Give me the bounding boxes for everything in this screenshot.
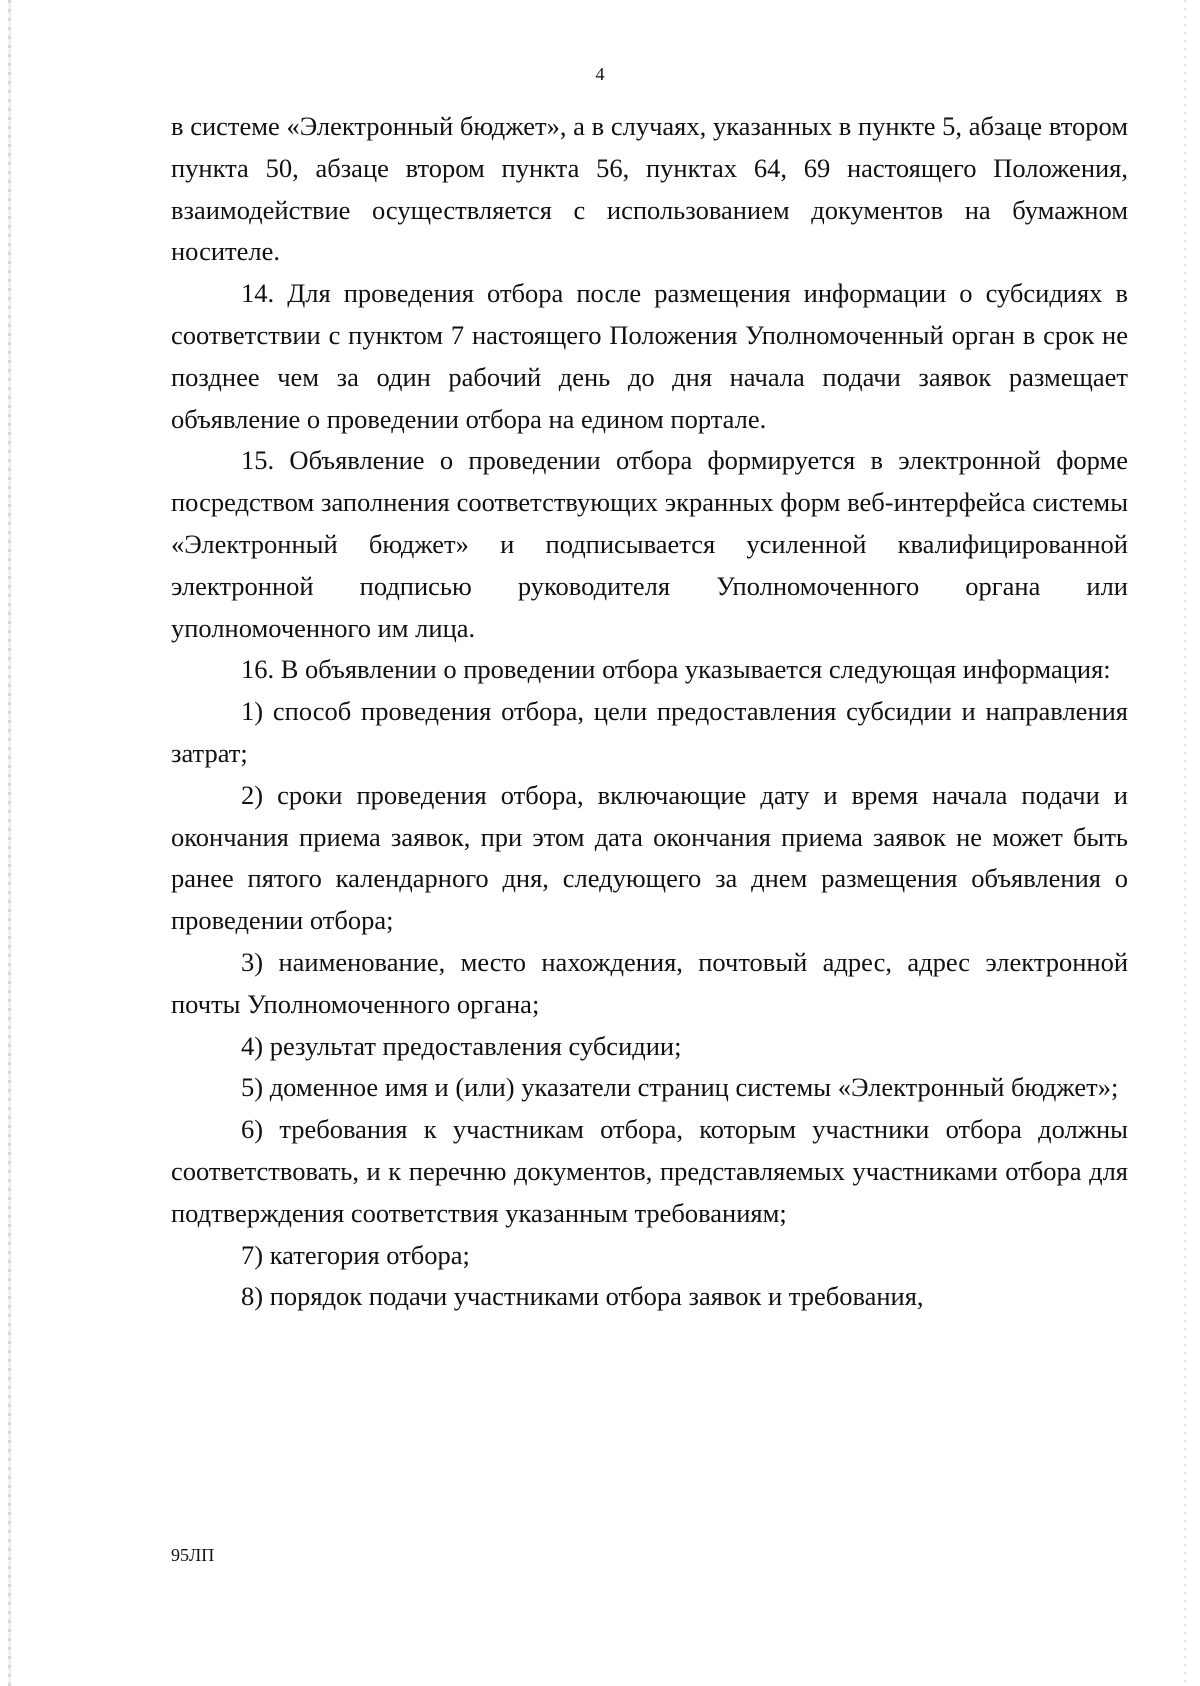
document-code: 95ЛП xyxy=(171,1545,215,1565)
list-item-8: 8) порядок подачи участниками отбора заявок и требования, xyxy=(241,1281,924,1312)
list-item-3: 3) наименование, место нахождения, почтовый адрес, адрес электронной почты Уполномоченного органа; xyxy=(171,946,1128,1019)
paragraph-item-16: 16. В объявлении о проведении отбора указывается следующая информация: xyxy=(241,654,1111,685)
scan-edge-right xyxy=(1184,0,1186,1686)
list-item-1: 1) способ проведения отбора, цели предоставления субсидии и направления затрат; xyxy=(171,696,1128,768)
scan-edge-left xyxy=(8,0,11,1686)
page-number: 4 xyxy=(595,64,605,84)
list-item-4: 4) результат предоставления субсидии; xyxy=(241,1030,682,1061)
list-item-6: 6) требования к участникам отбора, которым участники отбора должны соответствовать, и к перечню документов, представляемых участниками отбора для подтверждения соответствия указанным требованиям; xyxy=(171,1114,1128,1228)
list-item-7: 7) категория отбора; xyxy=(241,1239,470,1270)
document-body xyxy=(171,106,1128,1318)
paragraph-continuation: в системе «Электронный бюджет», а в случаях, указанных в пункте 5, абзаце втором пункта 50, абзаце втором пункта 56, пунктах 64, 69 настоящего Положения, взаимодействие осуществляется с использованием документов на бумажном носителе. xyxy=(171,111,1128,267)
paragraph-item-15: 15. Объявление о проведении отбора формируется в электронной форме посредством заполнения соответствующих экранных форм веб-интерфейса системы «Электронный бюджет» и подписывается усиленной квалифицированной электронной подписью руководителя Уполномоченного органа или уполномоченного им лица. xyxy=(171,445,1128,643)
list-item-5: 5) доменное имя и (или) указатели страниц системы «Электронный бюджет»; xyxy=(241,1072,1119,1103)
list-item-2: 2) сроки проведения отбора, включающие дату и время начала подачи и окончания приема заявок, при этом дата окончания приема заявок не может быть ранее пятого календарного дня, следующего за днем размещения объявления о проведении отбора; xyxy=(171,779,1128,936)
paragraph-item-14: 14. Для проведения отбора после размещения информации о субсидиях в соответствии с пунктом 7 настоящего Положения Уполномоченный орган в срок не позднее чем за один рабочий день до дня начала подачи заявок размещает объявление о проведении отбора на едином портале. xyxy=(171,278,1128,434)
